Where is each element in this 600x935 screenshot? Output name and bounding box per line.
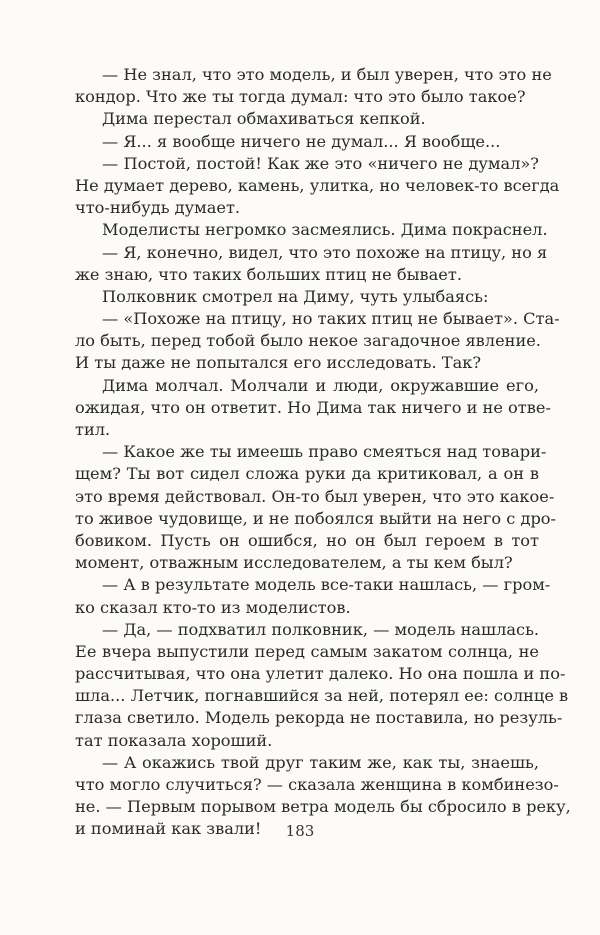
- text-line: — Я, конечно, видел, что это похоже на птицу, но я: [102, 242, 548, 262]
- text-line: глаза светило. Модель рекорда не поставила, но резуль-: [75, 708, 563, 728]
- page-number: 183: [285, 822, 315, 840]
- text-line: Дима молчал. Молчали и люди, окружавшие его,: [102, 375, 539, 395]
- text-line: тил.: [75, 420, 111, 439]
- text-line: ожидая, что он ответит. Но Дима так ничего и не отве-: [75, 397, 551, 417]
- text-line: — А в результате модель все-таки нашлась, — гром-: [102, 575, 551, 595]
- text-line: Не думает дерево, камень, улитка, но человек-то всегда: [75, 175, 560, 195]
- text-line: ло быть, перед тобой было некое загадочное явление.: [75, 331, 541, 351]
- text-line: то живое чудовище, и не побоялся выйти на него с дро-: [75, 508, 557, 528]
- text-line: бовиком. Пусть он ошибся, но он был героем в тот: [75, 530, 539, 550]
- text-line: ко сказал кто-то из моделистов.: [75, 597, 351, 617]
- text-line: момент, отважным исследователем, а ты кем был?: [75, 553, 513, 573]
- text-line: что-нибудь думает.: [75, 198, 241, 218]
- text-line: — А окажись твой друг таким же, как ты, знаешь,: [102, 752, 539, 772]
- text-line: и поминай как звали!: [75, 819, 262, 839]
- text-line: — «Похоже на птицу, но таких птиц не бывает». Ста-: [102, 309, 560, 329]
- text-line: — Да, — подхватил полковник, — модель нашлась.: [102, 619, 540, 639]
- text-line: Ее вчера выпустили перед самым закатом солнца, не: [75, 641, 539, 661]
- text-line: — Какое же ты имеешь право смеяться над товари-: [102, 442, 547, 462]
- text-line: рассчитывая, что она улетит далеко. Но она пошла и по-: [75, 664, 566, 684]
- text-line: не. — Первым порывом ветра модель бы сбросило в реку,: [75, 797, 571, 817]
- text-line: шла... Летчик, погнавшийся за ней, потерял ее: солнце в: [75, 686, 569, 706]
- text-line: — Постой, постой! Как же это «ничего не думал»?: [102, 153, 539, 173]
- page-body: [75, 64, 571, 841]
- text-line: щем? Ты вот сидел сложа руки да критиковал, а он в: [75, 464, 539, 484]
- text-line: И ты даже не попытался его исследовать. Так?: [75, 353, 482, 373]
- text-line: Полковник смотрел на Диму, чуть улыбаясь:: [102, 286, 489, 306]
- text-line: — Не знал, что это модель, и был уверен, что это не: [102, 65, 552, 84]
- text-line: это время действовал. Он-то был уверен, что это какое-: [75, 486, 555, 506]
- text-line: тат показала хороший.: [75, 730, 273, 750]
- text-line: же знаю, что таких больших птиц не бывает.: [75, 264, 462, 284]
- text-line: Моделисты негромко засмеялись. Дима покраснел.: [102, 220, 548, 240]
- text-line: кондор. Что же ты тогда думал: что это было такое?: [75, 87, 526, 107]
- text-line: — Я... я вообще ничего не думал... Я вообще...: [102, 131, 501, 151]
- text-line: Дима перестал обмахиваться кепкой.: [102, 109, 426, 129]
- text-line: что могло случиться? — сказала женщина в комбинезо-: [75, 775, 559, 794]
